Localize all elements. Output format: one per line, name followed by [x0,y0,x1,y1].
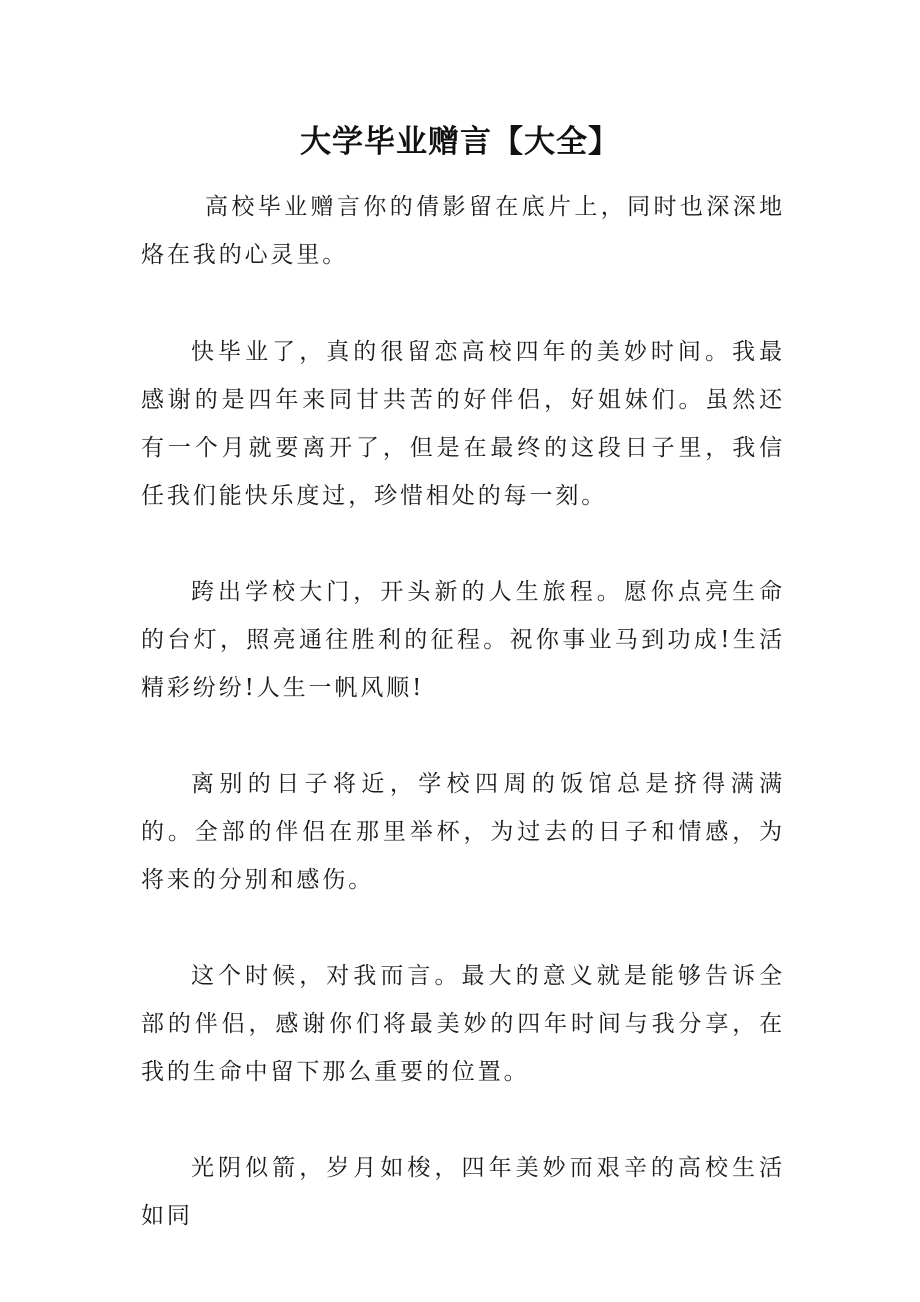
document-title: 大学毕业赠言【大全】 [300,124,620,160]
paragraph-1: 高校毕业赠言你的倩影留在底片上，同时也深深地烙在我的心灵里。 [141,194,785,268]
paragraph-2: 快毕业了，真的很留恋高校四年的美妙时间。我最感谢的是四年来同甘共苦的好伴侣，好姐妹们。虽然还有一个月就要离开了，但是在最终的这段日子里，我信任我们能快乐度过，珍惜相处的每一刻。 [141,339,785,509]
paragraph-4: 离别的日子将近，学校四周的饭馆总是挤得满满的。全部的伴侣在那里举杯，为过去的日子和情感，为将来的分别和感伤。 [141,771,785,893]
paragraph-3: 跨出学校大门，开头新的人生旅程。愿你点亮生命的台灯，照亮通往胜利的征程。祝你事业马到功成!生活精彩纷纷!人生一帆风顺! [141,579,785,701]
paragraph-5: 这个时候，对我而言。最大的意义就是能够告诉全部的伴侣，感谢你们将最美妙的四年时间与我分享，在我的生命中留下那么重要的位置。 [141,963,785,1085]
paragraph-6: 光阴似箭，岁月如梭，四年美妙而艰辛的高校生活如同 [141,1155,785,1229]
